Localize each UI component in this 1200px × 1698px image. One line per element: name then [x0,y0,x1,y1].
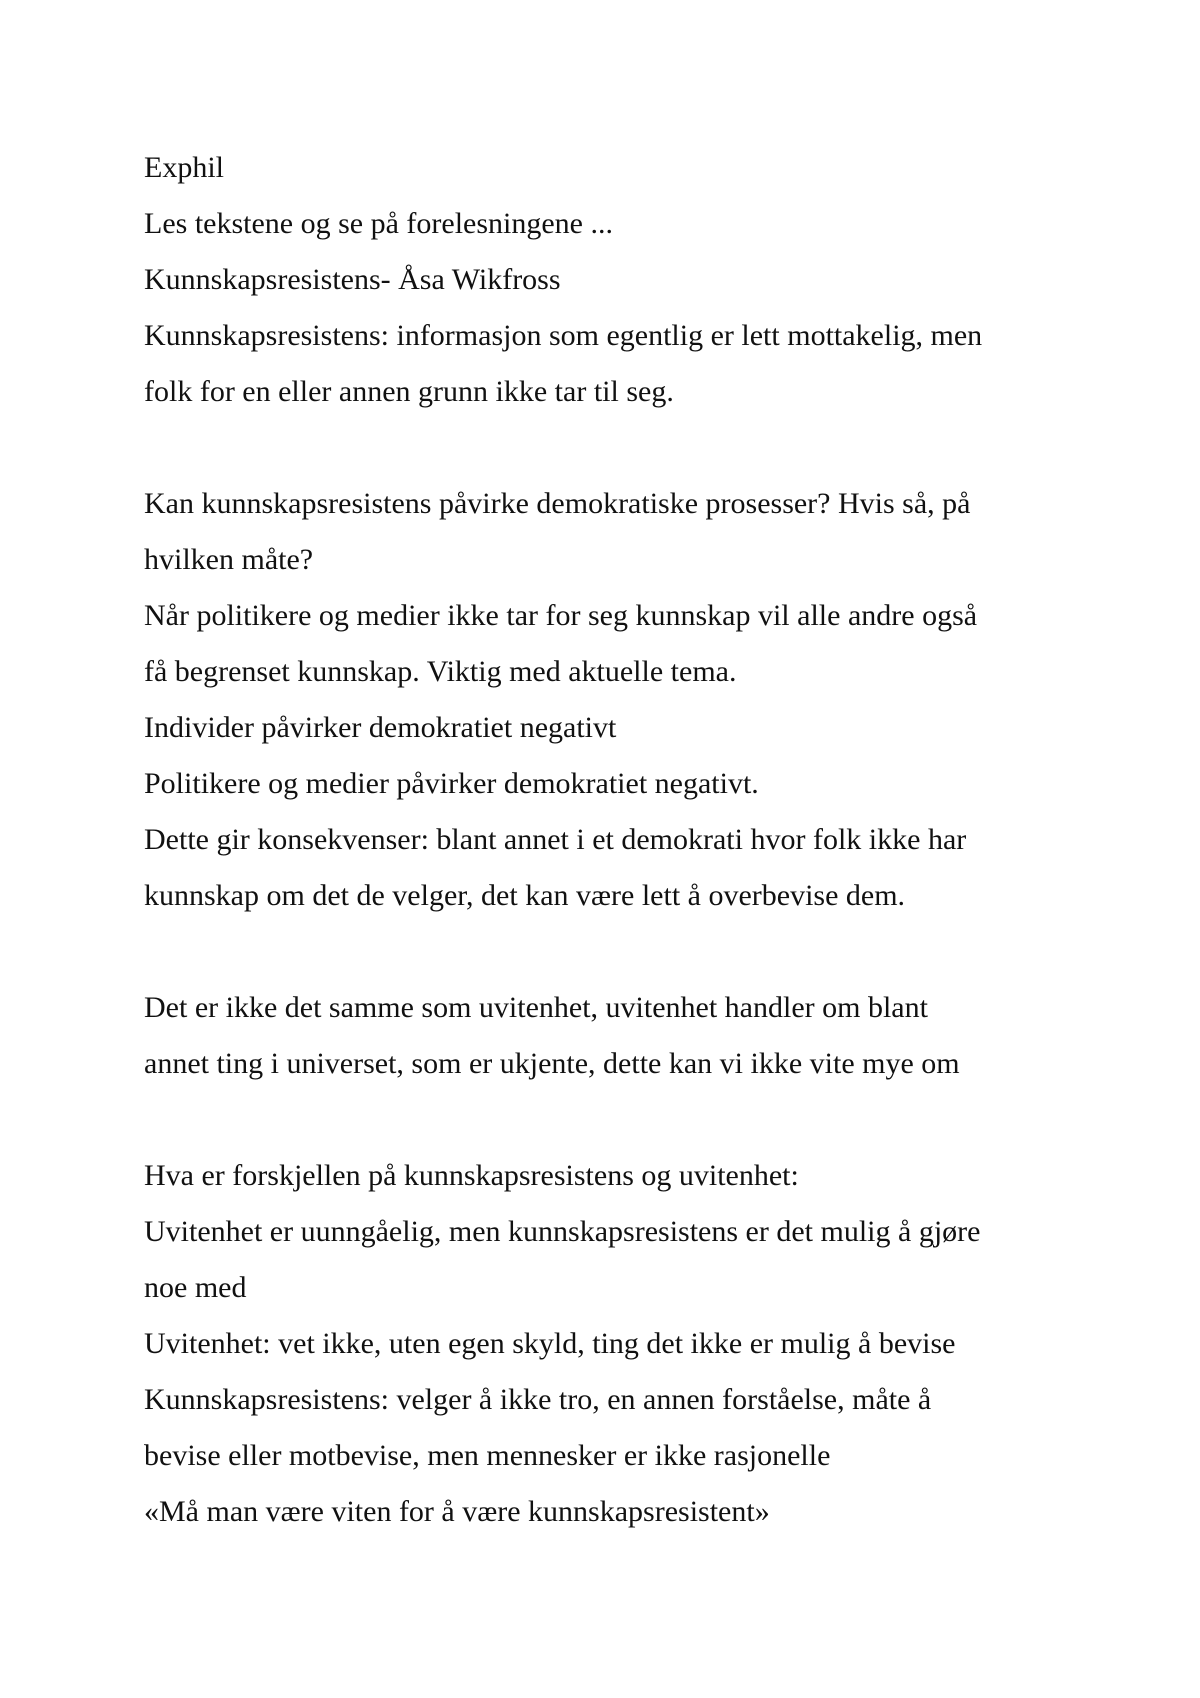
text-line: folk for en eller annen grunn ikke tar til seg. [144,375,674,408]
text-line: Kunnskapsresistens: informasjon som egentlig er lett mottakelig, men [144,319,983,352]
text-line: Dette gir konsekvenser: blant annet i et demokrati hvor folk ikke har [144,823,967,856]
text-line: kunnskap om det de velger, det kan være lett å overbevise dem. [144,879,906,912]
paragraph-gap [144,924,1084,980]
text-line: Individer påvirker demokratiet negativt [144,711,617,744]
text-line: Uvitenhet er uunngåelig, men kunnskapsresistens er det mulig å gjøre [144,1215,981,1248]
text-line: Uvitenhet: vet ikke, uten egen skyld, ting det ikke er mulig å bevise [144,1327,956,1360]
quote-line: «Må man være viten for å være kunnskapsresistent» [144,1495,770,1528]
text-line: få begrenset kunnskap. Viktig med aktuelle tema. [144,655,737,688]
text-line: Når politikere og medier ikke tar for seg kunnskap vil alle andre også [144,599,978,632]
text-line: annet ting i universet, som er ukjente, dette kan vi ikke vite mye om [144,1047,960,1080]
text-line: Kunnskapsresistens: velger å ikke tro, en annen forståelse, måte å [144,1383,932,1416]
text-line: Politikere og medier påvirker demokratiet negativt. [144,767,759,800]
text-line: bevise eller motbevise, men mennesker er ikke rasjonelle [144,1439,831,1472]
text-line: Kunnskapsresistens- Åsa Wikfross [144,263,561,296]
text-line: Kan kunnskapsresistens påvirke demokratiske prosesser? Hvis så, på [144,487,971,520]
paragraph-gap [144,1092,1084,1148]
paragraph-gap [144,420,1084,476]
document-title: Exphil [144,151,224,184]
text-line: noe med [144,1271,247,1304]
document-body [144,140,1084,1540]
text-line: Det er ikke det samme som uvitenhet, uvitenhet handler om blant [144,991,928,1024]
text-line: Hva er forskjellen på kunnskapsresistens og uvitenhet: [144,1159,799,1192]
text-line: Les tekstene og se på forelesningene ... [144,207,613,240]
text-line: hvilken måte? [144,543,314,576]
